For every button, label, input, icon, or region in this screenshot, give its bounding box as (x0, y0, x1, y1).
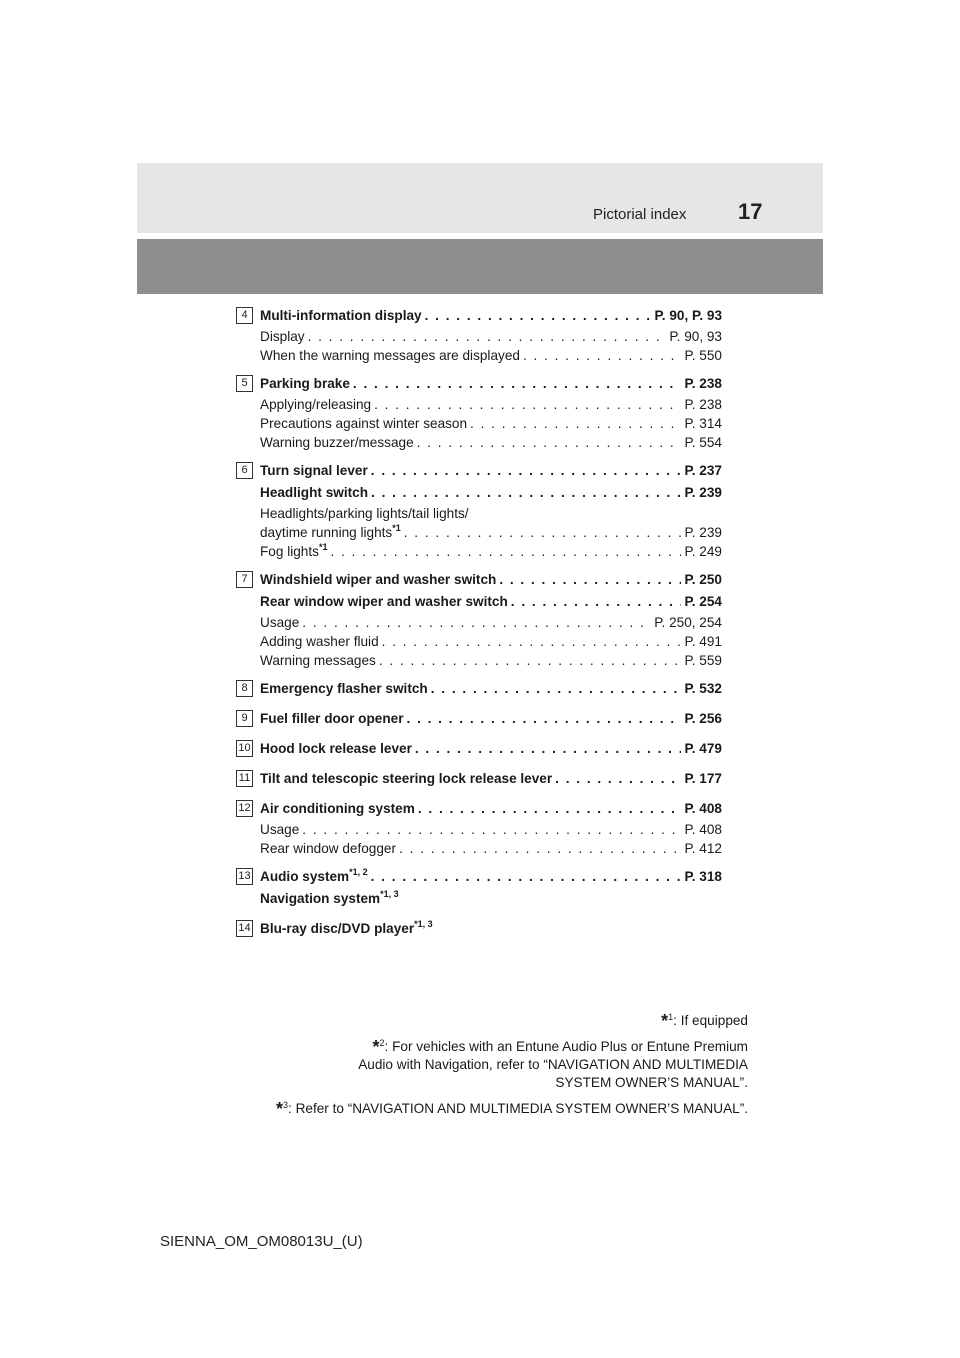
page-reference: P. 550 (684, 348, 722, 363)
page-reference: P. 239 (684, 525, 722, 540)
index-heading (260, 768, 722, 790)
index-entry (236, 768, 722, 790)
footnote (188, 1038, 748, 1092)
page-reference: P. 237 (684, 463, 722, 478)
footnote-ref: *1, 2 (349, 867, 368, 877)
entry-label: Warning messages (260, 653, 376, 668)
index-heading (260, 888, 722, 910)
entry-label: Blu-ray disc/DVD player$^{*1, 3}$ (260, 919, 433, 936)
item-number-badge: 12 (236, 800, 253, 817)
item-number-badge: 7 (236, 571, 253, 588)
footnote (188, 1100, 748, 1118)
document-code: SIENNA_OM_OM08013U_(U) (160, 1233, 363, 1250)
leader-dots (555, 768, 681, 790)
page-reference: P. 238 (684, 397, 722, 412)
index-subitem (260, 542, 722, 561)
index-entry (236, 569, 722, 670)
page-reference: P. 412 (684, 841, 722, 856)
leader-dots (399, 839, 681, 858)
footnote-ref: *1, 3 (380, 889, 399, 899)
page-number: 17 (738, 199, 763, 224)
leader-dots (308, 327, 667, 346)
entry-label: Headlights/parking lights/tail lights/ (260, 506, 469, 521)
page-reference: P. 408 (684, 801, 722, 816)
index-heading (260, 918, 722, 940)
page-reference: P. 479 (684, 741, 722, 756)
page-reference: P. 90, 93 (669, 329, 722, 344)
entry-label: Emergency flasher switch (260, 681, 428, 696)
header-band (137, 163, 823, 233)
index-subitem (260, 523, 722, 542)
footnote-text: : If equipped (673, 1013, 748, 1028)
item-number-badge: 8 (236, 680, 253, 697)
index-entry (236, 305, 722, 365)
entry-label: Warning buzzer/message (260, 435, 414, 450)
entry-label: Tilt and telescopic steering lock release lever (260, 771, 553, 786)
page-reference: P. 90, P. 93 (654, 308, 722, 323)
index-entry (236, 866, 722, 910)
index-entry (236, 918, 722, 940)
page-reference: P. 250 (684, 572, 722, 587)
entry-label: Rear window defogger (260, 841, 397, 856)
entry-label: Parking brake (260, 376, 350, 391)
entry-label: Rear window wiper and washer switch (260, 594, 508, 609)
item-number-badge: 11 (236, 770, 253, 787)
entry-label: Display (260, 329, 305, 344)
index-subitem (260, 632, 722, 651)
leader-dots (404, 523, 682, 542)
index-heading (260, 798, 722, 820)
index-entry (236, 738, 722, 760)
entry-label: Fog lights$^{*1}$ (260, 542, 328, 559)
leader-dots (431, 678, 682, 700)
page-reference: P. 177 (684, 771, 722, 786)
index-subitem (260, 613, 722, 632)
leader-dots (418, 798, 682, 820)
item-number-badge: 4 (236, 307, 253, 324)
index-subitem (260, 839, 722, 858)
item-number-badge: 14 (236, 920, 253, 937)
entry-label: Usage (260, 822, 300, 837)
leader-dots (302, 820, 681, 839)
index-heading (260, 569, 722, 591)
leader-dots (302, 613, 651, 632)
entry-label: Multi-information display (260, 308, 422, 323)
page-reference: P. 314 (684, 416, 722, 431)
leader-dots (415, 738, 682, 760)
item-number-badge: 5 (236, 375, 253, 392)
index-heading (260, 482, 722, 504)
item-number-badge: 13 (236, 868, 253, 885)
index-heading (260, 678, 722, 700)
page-reference: P. 408 (684, 822, 722, 837)
page-reference: P. 559 (684, 653, 722, 668)
index-entry (236, 373, 722, 452)
item-number-badge: 10 (236, 740, 253, 757)
page-reference: P. 554 (684, 435, 722, 450)
index-entry (236, 798, 722, 858)
index-entry (236, 678, 722, 700)
entry-label: daytime running lights$^{*1}$ (260, 523, 401, 540)
entry-label: Windshield wiper and washer switch (260, 572, 497, 587)
leader-dots (511, 591, 682, 613)
leader-dots (417, 433, 682, 452)
entry-label: Applying/releasing (260, 397, 372, 412)
index-subitem (260, 504, 722, 523)
page-reference: P. 238 (684, 376, 722, 391)
entry-label: Headlight switch (260, 485, 369, 500)
leader-dots (407, 708, 682, 730)
leader-dots (374, 395, 681, 414)
entry-label: Usage (260, 615, 300, 630)
index-subitem (260, 414, 722, 433)
footnote-text: : Refer to “NAVIGATION AND MULTIMEDIA SYSTEM OWNER’S MANUAL”. (288, 1101, 748, 1116)
leader-dots (371, 460, 682, 482)
entry-label: Fuel filler door opener (260, 711, 404, 726)
footnote-ref: *1 (318, 542, 328, 552)
entry-label: Turn signal lever (260, 463, 368, 478)
footnote-text: : For vehicles with an Entune Audio Plus or Entune Premium Audio with Navigation, refer to “NAVIGATION AND MULTIMEDIA SYSTEM OWNER’S MANUAL”. (358, 1039, 748, 1090)
leader-dots (379, 651, 682, 670)
page-reference: P. 318 (684, 869, 722, 884)
item-number-badge: 9 (236, 710, 253, 727)
footnote-asterisk: * (661, 1011, 669, 1031)
index-heading (260, 708, 722, 730)
entry-label: Navigation system$^{*1, 3}$ (260, 889, 399, 906)
index-subitem (260, 327, 722, 346)
index-entries (236, 305, 722, 948)
leader-dots (425, 305, 652, 327)
index-entry (236, 708, 722, 730)
footnote-asterisk: * (372, 1037, 380, 1057)
index-subitem (260, 651, 722, 670)
header-dark-band (137, 239, 823, 294)
page-reference: P. 249 (684, 544, 722, 559)
page-reference: P. 532 (684, 681, 722, 696)
page-reference: P. 256 (684, 711, 722, 726)
index-entry (236, 460, 722, 561)
index-subitem (260, 433, 722, 452)
index-heading (260, 738, 722, 760)
footnote-number: 2 (379, 1038, 385, 1048)
page-reference: P. 239 (684, 485, 722, 500)
leader-dots (523, 346, 682, 365)
item-number-badge: 6 (236, 462, 253, 479)
footnote-asterisk: * (275, 1099, 283, 1119)
footnote-number: 1 (668, 1012, 674, 1022)
leader-dots (499, 569, 681, 591)
leader-dots (353, 373, 682, 395)
index-subitem (260, 820, 722, 839)
index-heading (260, 866, 722, 888)
index-heading (260, 591, 722, 613)
index-heading (260, 373, 722, 395)
entry-label: When the warning messages are displayed (260, 348, 520, 363)
leader-dots (470, 414, 681, 433)
page-reference: P. 250, 254 (654, 615, 722, 630)
footnote (188, 1012, 748, 1030)
entry-label: Hood lock release lever (260, 741, 412, 756)
index-heading (260, 305, 722, 327)
index-heading (260, 460, 722, 482)
page-reference: P. 491 (684, 634, 722, 649)
footnote-ref: *1 (392, 523, 401, 533)
leader-dots (371, 482, 681, 504)
leader-dots (371, 866, 682, 888)
index-subitem (260, 395, 722, 414)
entry-label: Audio system$^{*1, 2}$ (260, 867, 368, 884)
footnotes (188, 1012, 748, 1126)
index-subitem (260, 346, 722, 365)
footnote-number: 3 (283, 1100, 289, 1110)
leader-dots (330, 542, 681, 561)
page-reference: P. 254 (684, 594, 722, 609)
entry-label: Precautions against winter season (260, 416, 468, 431)
footnote-ref: *1, 3 (414, 919, 433, 929)
section-title: Pictorial index (593, 206, 687, 223)
leader-dots (382, 632, 682, 651)
entry-label: Air conditioning system (260, 801, 415, 816)
entry-label: Adding washer fluid (260, 634, 379, 649)
